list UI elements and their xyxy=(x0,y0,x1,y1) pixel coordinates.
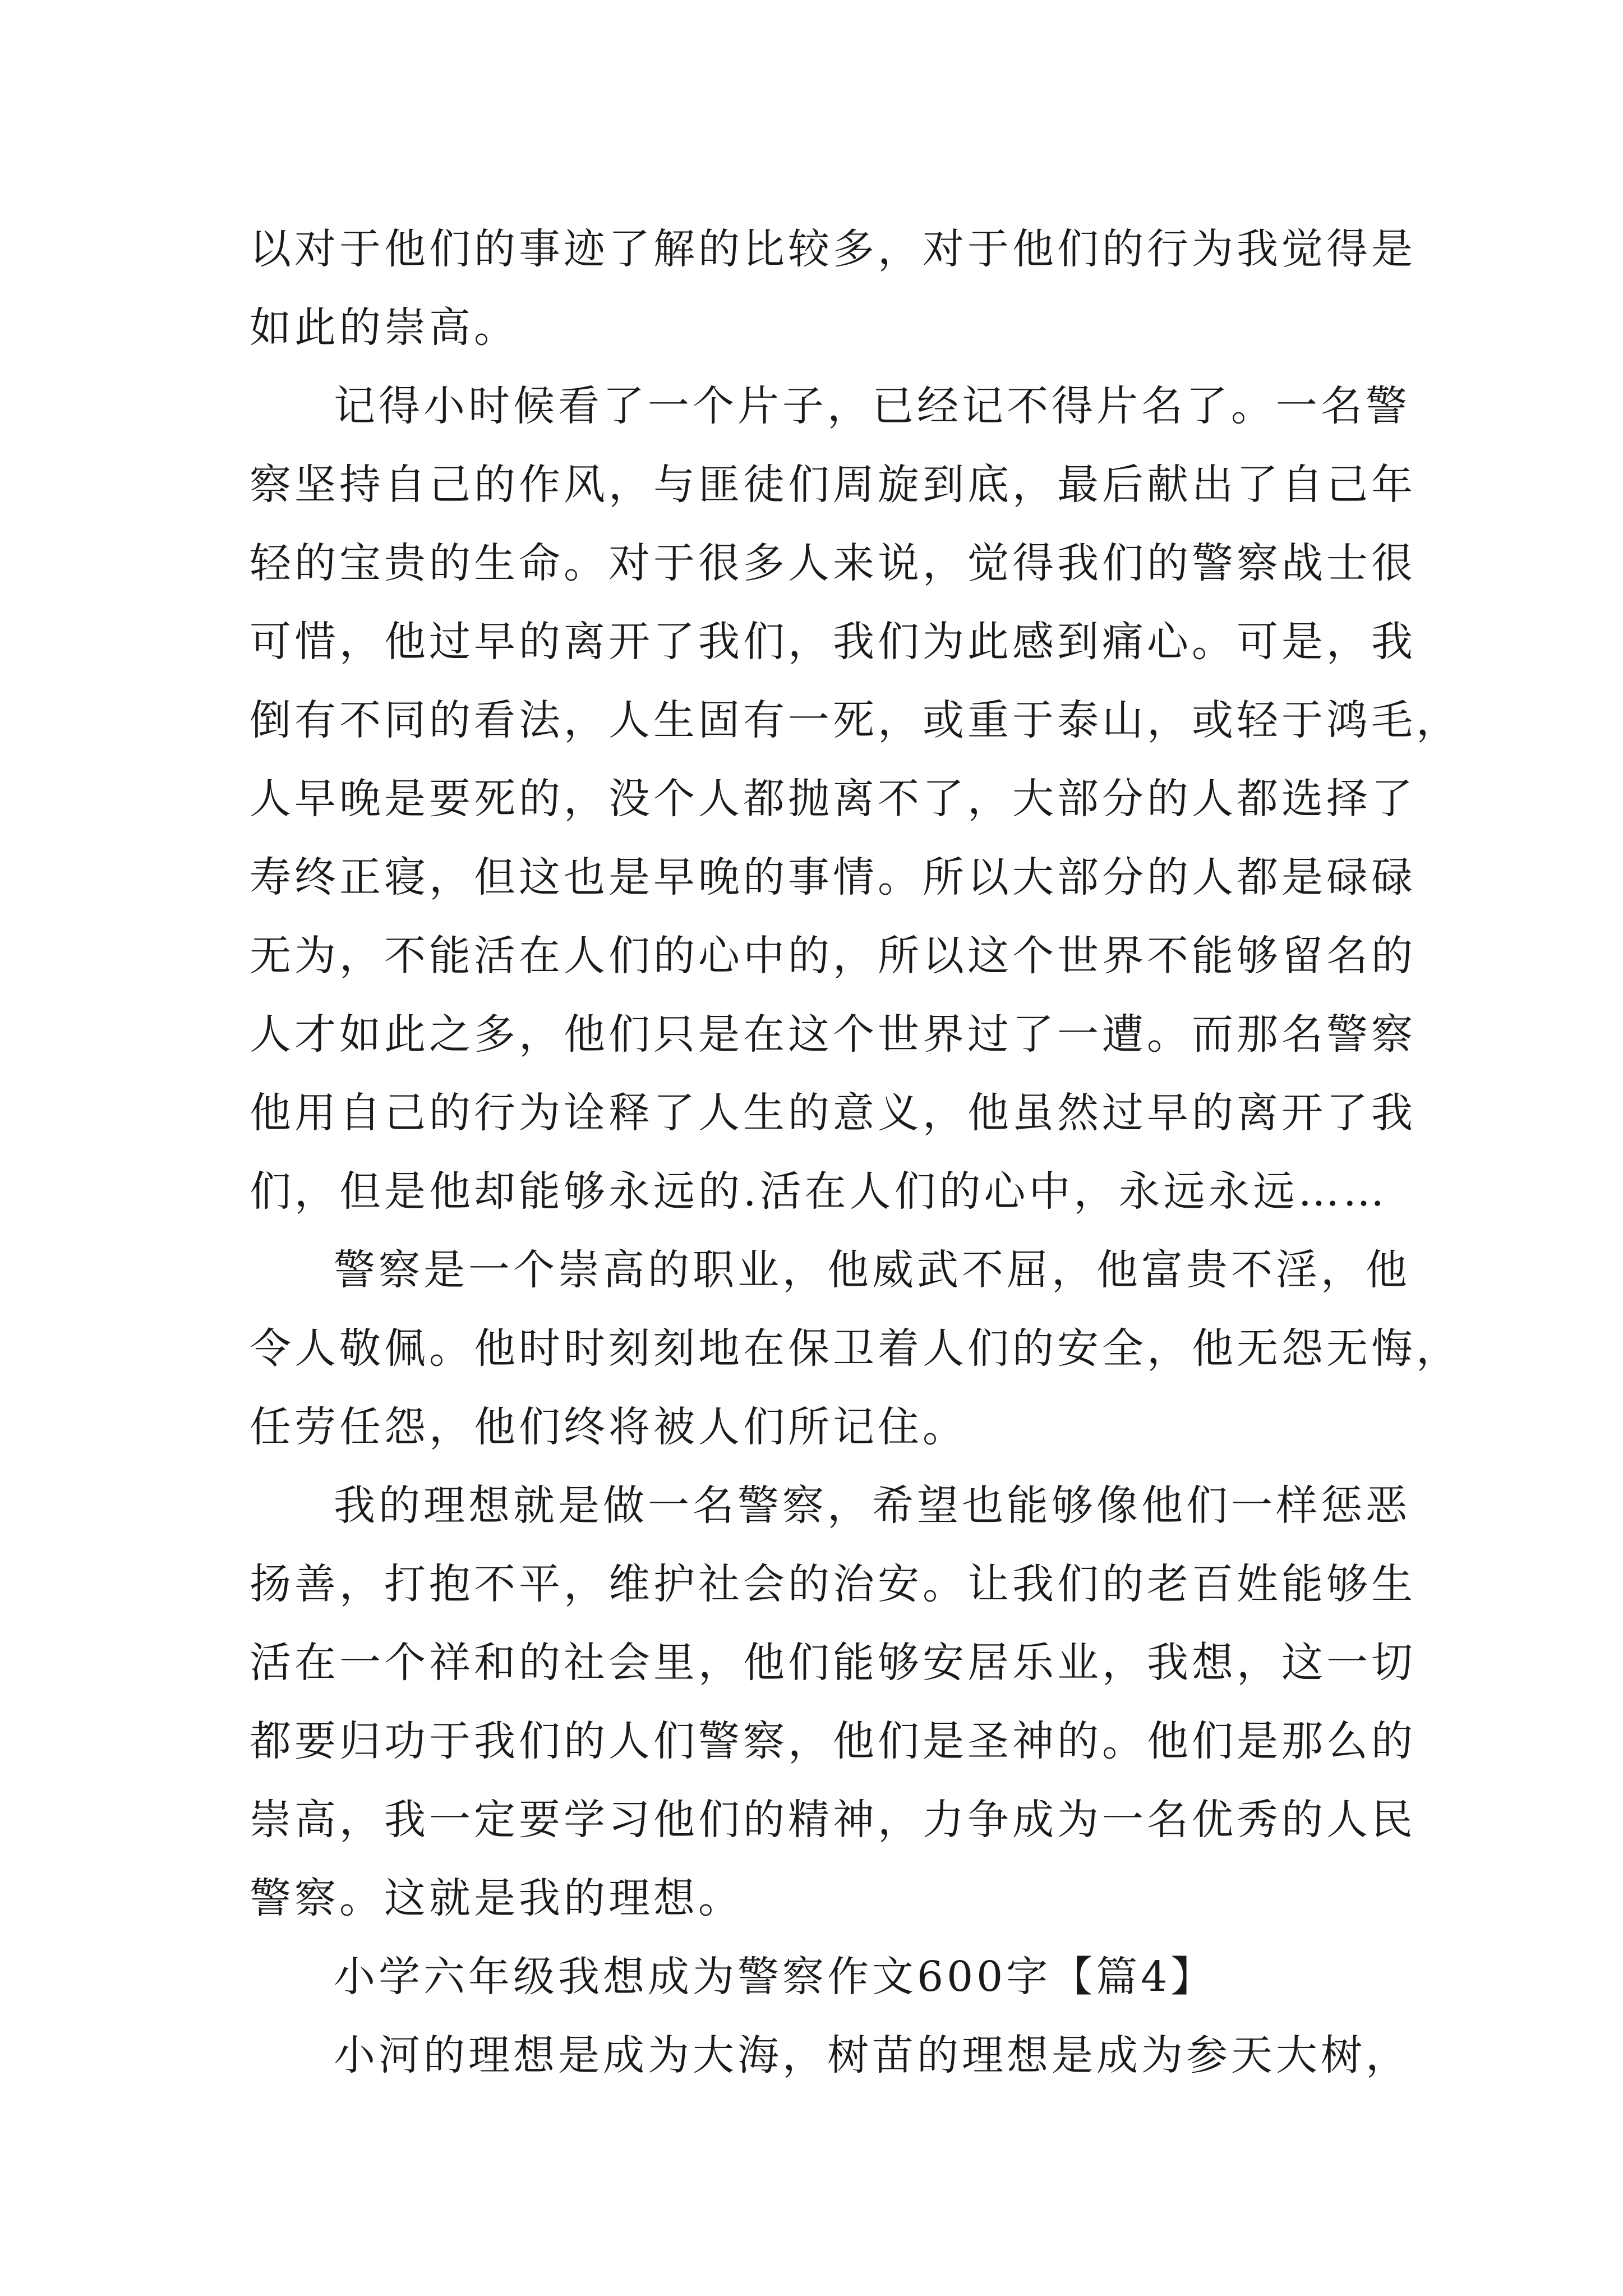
text-line: 小河的理想是成为大海，树苗的理想是成为参天大树， xyxy=(334,2031,1410,2079)
text-line: 任劳任怨，他们终将被人们所记住。 xyxy=(250,1403,967,1451)
text-line: 倒有不同的看法，人生固有一死，或重于泰山，或轻于鸿毛， xyxy=(250,696,1461,744)
text-line: 活在一个祥和的社会里，他们能够安居乐业，我想，这一切 xyxy=(250,1639,1416,1687)
text-line: 崇高，我一定要学习他们的精神，力争成为一名优秀的人民 xyxy=(250,1796,1416,1844)
text-line: 扬善，打抱不平，维护社会的治安。让我们的老百姓能够生 xyxy=(250,1560,1416,1608)
text-line: 察坚持自己的作风，与匪徒们周旋到底，最后献出了自己年 xyxy=(250,461,1416,509)
text-line: 人才如此之多，他们只是在这个世界过了一遭。而那名警察 xyxy=(250,1010,1416,1059)
text-line: 可惜，他过早的离开了我们，我们为此感到痛心。可是，我 xyxy=(250,618,1416,666)
text-line: 们，但是他却能够永远的.活在人们的心中，永远永远…… xyxy=(250,1167,1388,1216)
text-line: 都要归功于我们的人们警察，他们是圣神的。他们是那么的 xyxy=(250,1717,1416,1765)
text-line: 以对于他们的事迹了解的比较多，对于他们的行为我觉得是 xyxy=(250,225,1416,273)
text-line: 令人敬佩。他时时刻刻地在保卫着人们的安全，他无怨无悔， xyxy=(250,1324,1461,1373)
text-line: 我的理想就是做一名警察，希望也能够像他们一样惩恶 xyxy=(334,1481,1410,1530)
text-line: 寿终正寝，但这也是早晚的事情。所以大部分的人都是碌碌 xyxy=(250,853,1416,901)
text-line: 轻的宝贵的生命。对于很多人来说，觉得我们的警察战士很 xyxy=(250,539,1416,587)
text-line: 无为，不能活在人们的心中的，所以这个世界不能够留名的 xyxy=(250,932,1416,980)
text-line: 人早晚是要死的，没个人都抛离不了，大部分的人都选择了 xyxy=(250,775,1416,823)
text-line: 记得小时候看了一个片子，已经记不得片名了。一名警 xyxy=(334,382,1410,430)
essay-body xyxy=(250,210,1461,2095)
text-line: 如此的崇高。 xyxy=(250,303,519,352)
text-line: 他用自己的行为诠释了人生的意义，他虽然过早的离开了我 xyxy=(250,1089,1416,1137)
text-line: 警察是一个崇高的职业，他威武不屈，他富贵不淫，他 xyxy=(334,1246,1410,1294)
text-line: 警察。这就是我的理想。 xyxy=(250,1874,743,1922)
text-line: 小学六年级我想成为警察作文600字【篇4】 xyxy=(334,1953,1216,2001)
